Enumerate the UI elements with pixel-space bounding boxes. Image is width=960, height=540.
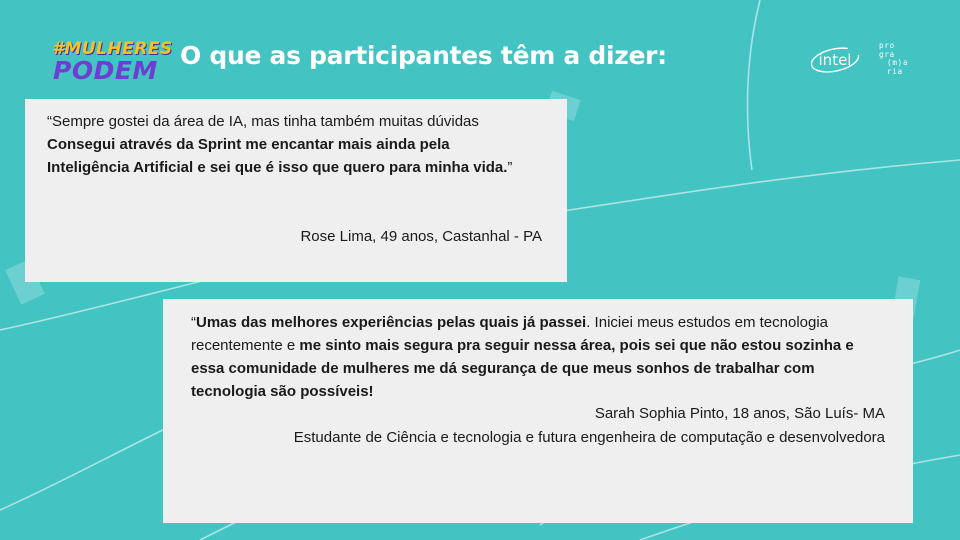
quote-segment: “Sempre gostei da área de IA, mas tinha também muitas dúvidas [47,113,479,130]
page-title: O que as participantes têm a dizer: [180,41,667,70]
testimonial-card-rose [25,99,567,282]
quote-segment: “ [191,314,196,331]
quote-highlight: Umas das melhores experiências pelas quais já passei [196,314,587,331]
quote-segment: ” [507,159,513,176]
testimonial-card-sarah [163,299,913,523]
testimonial-author-role: Estudante de Ciência e tecnologia e futura engenheira de computação e desenvolvedora [293,429,885,446]
programaria-logo-line: ria [887,66,903,76]
quote-segment: . Iniciei meus estudos em tecnologia recentemente e [191,314,829,354]
programaria-logo [879,42,929,76]
quote-highlight: me sinto mais segura pra seguir nessa área, pois sei que não estou sozinha e essa comunidade de mulheres me dá segurança de que meus sonhos de trabalhar com tecnologia são possíveis! [191,337,854,400]
mulheres-podem-logo [52,39,173,85]
testimonial-author: Sarah Sophia Pinto, 18 anos, São Luís- MA [594,405,885,422]
logo-line-2: PODEM [53,56,158,85]
intel-logo-text: intel [818,51,852,69]
programaria-logo-line: gra [879,49,895,59]
intel-logo [809,45,861,75]
testimonial-quote [191,311,891,403]
quote-highlight: Consegui através da Sprint me encantar mais ainda pela Inteligência Artificial e sei que é isso que quero para minha vida. [47,136,508,176]
programaria-logo-line: pro [879,41,895,50]
logo-line-1: #MULHERES [52,39,173,59]
programaria-logo-line: (m)a [887,58,909,67]
testimonial-author: Rose Lima, 49 anos, Castanhal - PA [300,228,542,245]
testimonial-quote [47,110,527,179]
